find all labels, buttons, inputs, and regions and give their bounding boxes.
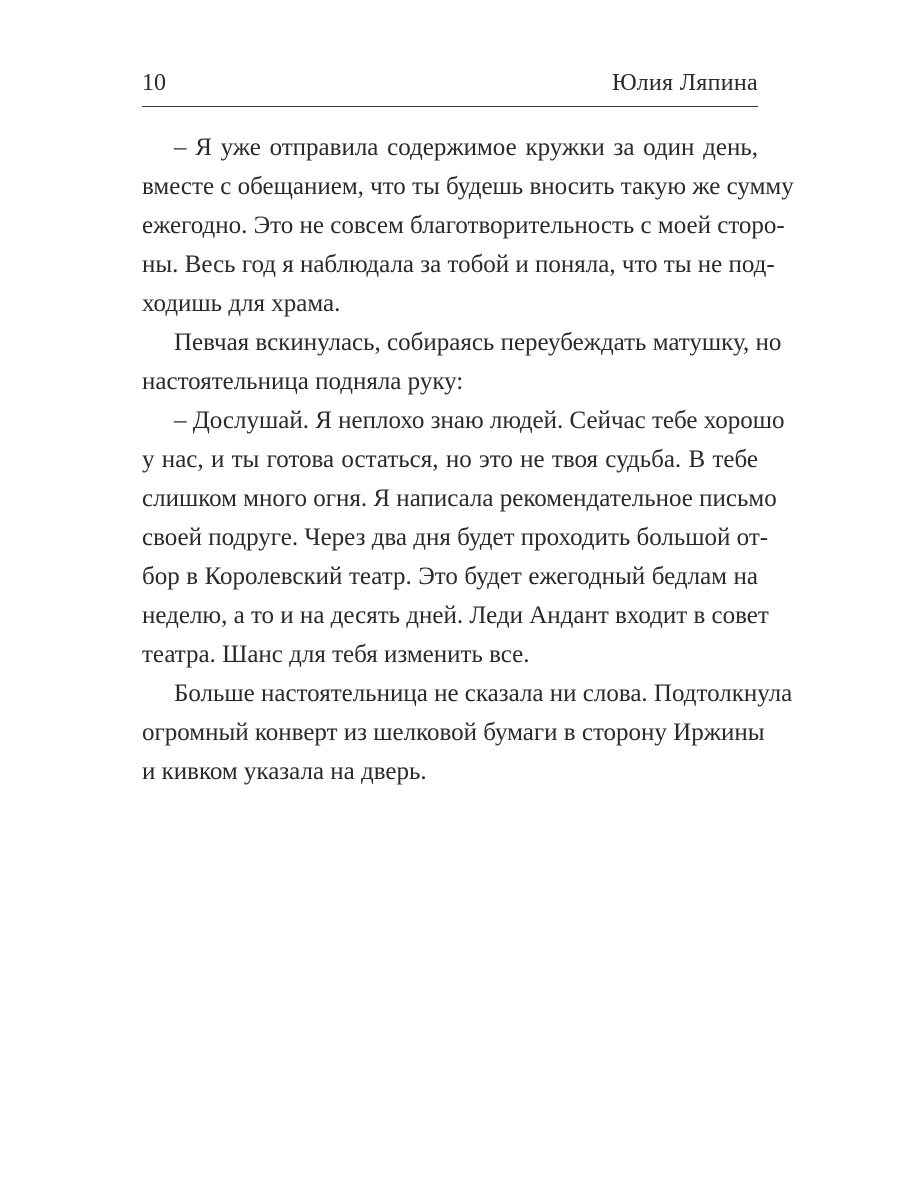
- text-line: – Дослушай. Я неплохо знаю людей. Сейчас тебе хорошо: [174, 407, 785, 434]
- text-line: слишком много огня. Я написала рекомендательное письмо: [142, 485, 777, 512]
- text-line: неделю, а то и на десять дней. Леди Андант входит в совет: [142, 602, 769, 629]
- paragraph: [142, 674, 793, 791]
- text-line: ходишь для храма.: [142, 290, 341, 317]
- text-line: и кивком указала на дверь.: [142, 758, 427, 785]
- header-rule: [142, 106, 758, 107]
- body-text: [142, 128, 794, 791]
- text-line: – Я уже отправила содержимое кружки за один день,: [174, 134, 758, 161]
- text-line: Больше настоятельница не сказала ни слова. Подтолкнула: [174, 680, 793, 707]
- paragraph: [142, 323, 782, 401]
- text-line: ежегодно. Это не совсем благотворительность с моей сторо-: [142, 212, 785, 239]
- page-number: 10: [142, 70, 166, 96]
- author-name: Юлия Ляпина: [611, 70, 758, 96]
- paragraph: [142, 128, 794, 323]
- running-head: [142, 68, 758, 102]
- text-line: театра. Шанс для тебя изменить все.: [142, 641, 530, 668]
- text-line: ны. Весь год я наблюдала за тобой и поняла, что ты не под-: [142, 251, 775, 278]
- text-line: Певчая вскинулась, собираясь переубеждать матушку, но: [174, 329, 782, 356]
- text-line: настоятельница подняла руку:: [142, 368, 464, 395]
- text-line: своей подруге. Через два дня будет проходить большой от-: [142, 524, 769, 551]
- text-line: огромный конверт из шелковой бумаги в сторону Иржины: [142, 719, 765, 746]
- paragraph: [142, 401, 785, 674]
- text-line: у нас, и ты готова остаться, но это не твоя судьба. В тебе: [142, 446, 758, 473]
- text-line: бор в Королевский театр. Это будет ежегодный бедлам на: [142, 563, 758, 590]
- text-line: вместе с обещанием, что ты будешь вносить такую же сумму: [142, 173, 794, 200]
